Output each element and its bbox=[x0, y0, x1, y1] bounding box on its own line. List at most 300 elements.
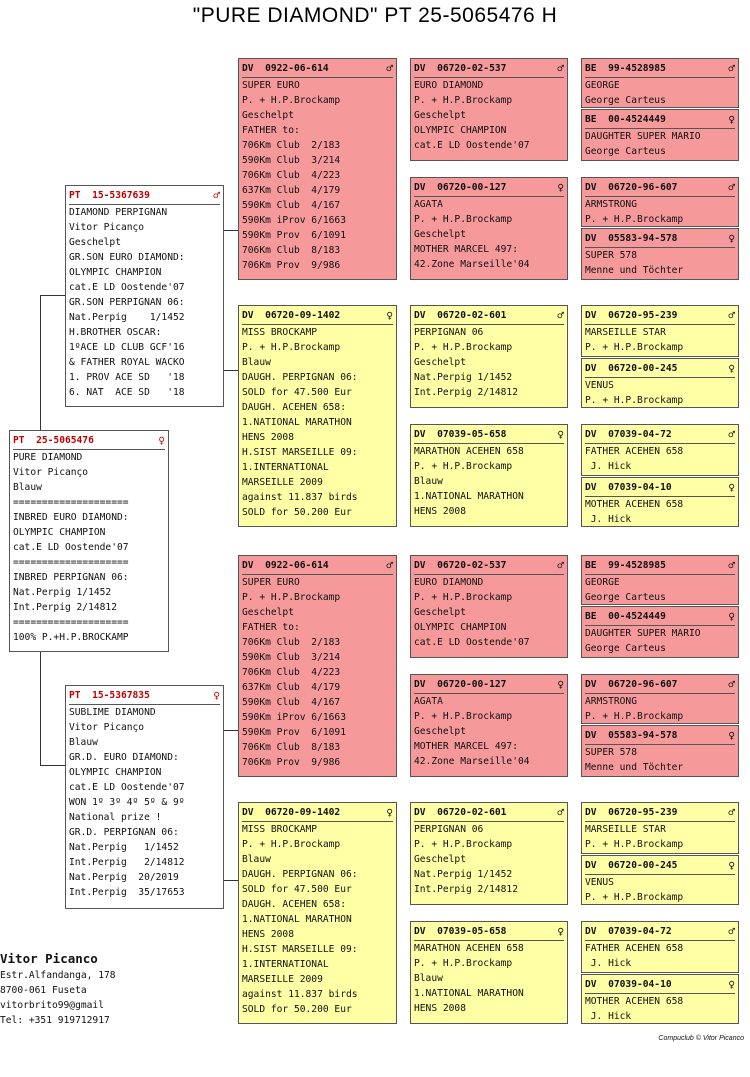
info-line: Int.Perpig 35/17653 bbox=[69, 887, 185, 898]
ring-number: DV 05583-94-578 bbox=[585, 233, 678, 244]
pigeon-card-g5d-bottom bbox=[581, 725, 739, 777]
pedigree-title: "PURE DIAMOND" PT 25-5065476 H bbox=[192, 4, 558, 27]
info-line: P. + H.P.Brockamp bbox=[585, 342, 684, 353]
info-line: MARSEILLE STAR bbox=[585, 327, 666, 338]
info-line: P. + H.P.Brockamp bbox=[414, 95, 513, 106]
ring-number: BE 00-4524449 bbox=[585, 611, 666, 622]
info-line: 590Km Club 3/214 bbox=[242, 652, 341, 663]
info-line: PERPIGNAN 06 bbox=[414, 824, 484, 835]
info-line: National prize ! bbox=[69, 812, 162, 823]
info-line: MOTHER ACEHEN 658 bbox=[585, 499, 684, 510]
pigeon-card-g5a-top bbox=[581, 58, 739, 108]
female-icon: ♀ bbox=[557, 428, 564, 441]
pigeon-card-ggp4-bottom bbox=[410, 921, 568, 1024]
info-line: DAUGH. ACEHEN 658: bbox=[242, 402, 346, 413]
info-line: J. Hick bbox=[585, 1011, 632, 1022]
info-line: DAUGH. ACEHEN 658: bbox=[242, 899, 346, 910]
connector-line bbox=[40, 295, 41, 430]
ring-number: DV 06720-09-1402 bbox=[242, 807, 341, 818]
info-line: 6. NAT ACE SD '18 bbox=[69, 387, 185, 398]
info-line: Menne und Töchter bbox=[585, 265, 684, 276]
info-line: MOTHER MARCEL 497: bbox=[414, 741, 518, 752]
ring-number: DV 06720-00-127 bbox=[414, 182, 507, 193]
info-line: P. + H.P.Brockamp bbox=[414, 958, 513, 969]
info-line: cat.E LD Oostende'07 bbox=[13, 542, 129, 553]
info-line: MOTHER MARCEL 497: bbox=[414, 244, 518, 255]
male-icon: ♂ bbox=[728, 62, 735, 75]
info-line: DAUGHTER SUPER MARIO bbox=[585, 628, 701, 639]
info-line: 706Km Club 2/183 bbox=[242, 140, 341, 151]
female-icon: ♀ bbox=[386, 309, 393, 322]
info-line: against 11.837 birds bbox=[242, 492, 358, 503]
info-line: DAUGH. PERPIGNAN 06: bbox=[242, 372, 358, 383]
info-line: VENUS bbox=[585, 877, 614, 888]
info-line: cat.E LD Oostende'07 bbox=[69, 782, 185, 793]
info-line: 1.NATIONAL MARATHON bbox=[414, 988, 524, 999]
info-line: 590Km Club 4/167 bbox=[242, 200, 341, 211]
owner-name: Vitor Picanco bbox=[0, 951, 98, 966]
info-line: 590Km Prov 6/1091 bbox=[242, 727, 346, 738]
male-icon: ♂ bbox=[386, 62, 393, 75]
pigeon-info bbox=[69, 205, 220, 400]
pigeon-info bbox=[585, 378, 735, 408]
pigeon-card-g5b-top bbox=[581, 109, 739, 161]
info-line: MARSEILLE 2009 bbox=[242, 974, 323, 985]
ring-number: DV 07039-05-658 bbox=[414, 429, 507, 440]
info-line: SOLD for 50.200 Eur bbox=[242, 1004, 352, 1015]
ring-number: DV 0922-06-614 bbox=[242, 560, 329, 571]
info-line: PERPIGNAN 06 bbox=[414, 327, 484, 338]
pigeon-card-ggp2-bottom bbox=[410, 674, 568, 777]
info-line: DAUGH. PERPIGNAN 06: bbox=[242, 869, 358, 880]
pigeon-info bbox=[585, 994, 735, 1024]
ring-number: DV 07039-04-72 bbox=[585, 926, 672, 937]
info-line: Nat.Perpig 1/1452 bbox=[414, 869, 513, 880]
female-icon: ♀ bbox=[728, 610, 735, 623]
info-line: GR.SON EURO DIAMOND: bbox=[69, 252, 185, 263]
pigeon-card-g5a-bottom bbox=[581, 555, 739, 605]
ring-number: DV 06720-95-239 bbox=[585, 310, 678, 321]
ring-number: DV 06720-96-607 bbox=[585, 182, 678, 193]
footer-credit: Compuclub © Vitor Picanco bbox=[658, 1035, 744, 1042]
info-line: FATHER to: bbox=[242, 125, 300, 136]
info-line: 706Km Club 8/183 bbox=[242, 245, 341, 256]
ring-number: DV 07039-04-72 bbox=[585, 429, 672, 440]
pigeon-info bbox=[585, 626, 735, 656]
info-line: J. Hick bbox=[585, 461, 632, 472]
female-icon: ♀ bbox=[728, 729, 735, 742]
info-line: Nat.Perpig 1/1452 bbox=[69, 312, 185, 323]
info-line: Nat.Perpig 1/1452 bbox=[13, 587, 112, 598]
info-line: P. + H.P.Brockamp bbox=[585, 839, 684, 850]
info-line: MARSEILLE STAR bbox=[585, 824, 666, 835]
info-line: GEORGE bbox=[585, 80, 620, 91]
female-icon: ♀ bbox=[557, 181, 564, 194]
pigeon-card-sire bbox=[65, 185, 224, 407]
info-line: MOTHER ACEHEN 658 bbox=[585, 996, 684, 1007]
info-line: MISS BROCKAMP bbox=[242, 327, 318, 338]
pigeon-info bbox=[414, 941, 564, 1016]
owner-email: vitorbrito99@gmail bbox=[0, 1000, 104, 1011]
info-line: MISS BROCKAMP bbox=[242, 824, 318, 835]
pigeon-card-dam bbox=[65, 685, 224, 909]
info-line: 1.NATIONAL MARATHON bbox=[242, 417, 352, 428]
info-line: SUBLIME DIAMOND bbox=[69, 707, 156, 718]
info-line: FATHER ACEHEN 658 bbox=[585, 446, 684, 457]
info-line: AGATA bbox=[414, 696, 443, 707]
info-line: HENS 2008 bbox=[242, 432, 294, 443]
info-line: SUPER 578 bbox=[585, 747, 637, 758]
info-line: P. + H.P.Brockamp bbox=[414, 214, 513, 225]
connector-line bbox=[40, 652, 41, 765]
connector-line bbox=[224, 230, 238, 231]
owner-phone: Tel: +351 919712917 bbox=[0, 1015, 110, 1026]
info-line: P. + H.P.Brockamp bbox=[414, 342, 513, 353]
info-line: ARMSTRONG bbox=[585, 199, 637, 210]
pigeon-info bbox=[585, 78, 735, 108]
info-line: & FATHER ROYAL WACKO bbox=[69, 357, 185, 368]
info-line: P. + H.P.Brockamp bbox=[585, 892, 684, 903]
pigeon-card-gp1-bottom bbox=[238, 555, 397, 777]
ring-number: DV 0922-06-614 bbox=[242, 63, 329, 74]
pigeon-card-ggp1-top bbox=[410, 58, 568, 161]
female-icon: ♀ bbox=[728, 481, 735, 494]
pigeon-card-ggp4-top bbox=[410, 424, 568, 527]
pigeon-info bbox=[414, 78, 564, 153]
info-line: EURO DIAMOND bbox=[414, 577, 484, 588]
info-line: 706Km Club 2/183 bbox=[242, 637, 341, 648]
pigeon-info bbox=[585, 497, 735, 527]
info-line: Geschelpt bbox=[242, 607, 294, 618]
info-line: 706Km Club 4/223 bbox=[242, 170, 341, 181]
info-line: H.BROTHER OSCAR: bbox=[69, 327, 162, 338]
female-icon: ♀ bbox=[728, 232, 735, 245]
pigeon-card-g5e-bottom bbox=[581, 802, 739, 854]
info-line: Blauw bbox=[414, 476, 443, 487]
info-line: FATHER ACEHEN 658 bbox=[585, 943, 684, 954]
pigeon-info bbox=[585, 197, 735, 227]
ring-number: DV 06720-00-245 bbox=[585, 363, 678, 374]
info-line: cat.E LD Oostende'07 bbox=[69, 282, 185, 293]
ring-number: DV 07039-04-10 bbox=[585, 482, 672, 493]
pigeon-card-g5f-top bbox=[581, 358, 739, 408]
info-line: George Carteus bbox=[585, 643, 666, 654]
pigeon-info bbox=[585, 745, 735, 775]
pigeon-card-ggp1-bottom bbox=[410, 555, 568, 658]
male-icon: ♂ bbox=[728, 925, 735, 938]
ring-number: DV 06720-00-127 bbox=[414, 679, 507, 690]
male-icon: ♂ bbox=[728, 678, 735, 691]
ring-number: PT 15-5367835 bbox=[69, 690, 150, 701]
info-line: SOLD for 47.500 Eur bbox=[242, 387, 352, 398]
info-line: P. + H.P.Brockamp bbox=[242, 592, 341, 603]
ring-number: BE 99-4528985 bbox=[585, 560, 666, 571]
owner-address: Estr.Alfandanga, 178 bbox=[0, 970, 116, 981]
info-line: Int.Perpig 2/14812 bbox=[414, 387, 518, 398]
male-icon: ♂ bbox=[213, 189, 220, 202]
pigeon-card-g5h-bottom bbox=[581, 974, 739, 1024]
info-line: GEORGE bbox=[585, 577, 620, 588]
male-icon: ♂ bbox=[728, 428, 735, 441]
info-line: P. + H.P.Brockamp bbox=[414, 711, 513, 722]
info-line: DIAMOND PERPIGNAN bbox=[69, 207, 168, 218]
info-line: Int.Perpig 2/14812 bbox=[13, 602, 117, 613]
info-line: SUPER EURO bbox=[242, 577, 300, 588]
ring-number: DV 07039-04-10 bbox=[585, 979, 672, 990]
info-line: George Carteus bbox=[585, 146, 666, 157]
male-icon: ♂ bbox=[728, 181, 735, 194]
info-line: WON 1º 3º 4º 5º & 9º bbox=[69, 797, 185, 808]
info-line: 590Km Club 4/167 bbox=[242, 697, 341, 708]
female-icon: ♀ bbox=[557, 925, 564, 938]
info-line: OLYMPIC CHAMPION bbox=[69, 267, 162, 278]
info-line: George Carteus bbox=[585, 95, 666, 106]
info-line: 637Km Club 4/179 bbox=[242, 682, 341, 693]
pigeon-info bbox=[242, 325, 393, 520]
info-line: HENS 2008 bbox=[414, 1003, 466, 1014]
pigeon-info bbox=[414, 197, 564, 272]
info-line: Geschelpt bbox=[242, 110, 294, 121]
ring-number: DV 06720-02-601 bbox=[414, 807, 507, 818]
pigeon-card-main bbox=[9, 430, 169, 652]
pigeon-info bbox=[242, 78, 393, 273]
pigeon-card-g5d-top bbox=[581, 228, 739, 280]
male-icon: ♂ bbox=[557, 309, 564, 322]
info-line: 1.INTERNATIONAL bbox=[242, 462, 329, 473]
pigeon-info bbox=[585, 575, 735, 605]
info-line: Blauw bbox=[414, 973, 443, 984]
ring-number: PT 15-5367639 bbox=[69, 190, 150, 201]
male-icon: ♂ bbox=[728, 806, 735, 819]
info-line: SUPER EURO bbox=[242, 80, 300, 91]
info-line: OLYMPIC CHAMPION bbox=[414, 622, 507, 633]
info-line: Geschelpt bbox=[414, 854, 466, 865]
info-line: INBRED PERPIGNAN 06: bbox=[13, 572, 129, 583]
pigeon-card-g5f-bottom bbox=[581, 855, 739, 905]
pigeon-info bbox=[585, 875, 735, 905]
info-line: P. + H.P.Brockamp bbox=[585, 395, 684, 406]
connector-line bbox=[224, 730, 238, 731]
info-line: P. + H.P.Brockamp bbox=[414, 839, 513, 850]
info-line: MARATHON ACEHEN 658 bbox=[414, 943, 524, 954]
ring-number: DV 06720-95-239 bbox=[585, 807, 678, 818]
info-line: Vitor Picanço bbox=[13, 467, 89, 478]
info-line: 1. PROV ACE SD '18 bbox=[69, 372, 185, 383]
info-line: P. + H.P.Brockamp bbox=[585, 214, 684, 225]
pigeon-info bbox=[242, 822, 393, 1017]
female-icon: ♀ bbox=[386, 806, 393, 819]
ring-number: BE 99-4528985 bbox=[585, 63, 666, 74]
pigeon-info bbox=[242, 575, 393, 770]
info-line: cat.E LD Oostende'07 bbox=[414, 637, 530, 648]
info-line: 1.INTERNATIONAL bbox=[242, 959, 329, 970]
info-line: HENS 2008 bbox=[242, 929, 294, 940]
female-icon: ♀ bbox=[728, 978, 735, 991]
info-line: 1ºACE LD CLUB GCF'16 bbox=[69, 342, 185, 353]
female-icon: ♀ bbox=[728, 859, 735, 872]
info-line: 590Km Club 3/214 bbox=[242, 155, 341, 166]
info-line: AGATA bbox=[414, 199, 443, 210]
info-line: 706Km Prov 9/986 bbox=[242, 260, 341, 271]
ring-number: DV 06720-00-245 bbox=[585, 860, 678, 871]
ring-number: DV 06720-09-1402 bbox=[242, 310, 341, 321]
pigeon-card-g5b-bottom bbox=[581, 606, 739, 658]
info-line: H.SIST MARSEILLE 09: bbox=[242, 447, 358, 458]
ring-number: DV 06720-96-607 bbox=[585, 679, 678, 690]
info-line: 42.Zone Marseille'04 bbox=[414, 756, 530, 767]
connector-line bbox=[224, 370, 238, 371]
info-line: OLYMPIC CHAMPION bbox=[13, 527, 106, 538]
info-line: against 11.837 birds bbox=[242, 989, 358, 1000]
info-line: Geschelpt bbox=[69, 237, 121, 248]
info-line: 100% P.+H.P.BROCKAMP bbox=[13, 632, 129, 643]
info-line: Nat.Perpig 1/1452 bbox=[414, 372, 513, 383]
pigeon-info bbox=[13, 450, 165, 645]
pigeon-info bbox=[414, 822, 564, 897]
pigeon-info bbox=[414, 575, 564, 650]
info-line: P. + H.P.Brockamp bbox=[414, 592, 513, 603]
info-line: P. + H.P.Brockamp bbox=[414, 461, 513, 472]
pigeon-info bbox=[69, 705, 220, 900]
ring-number: PT 25-5065476 bbox=[13, 435, 94, 446]
info-line: J. Hick bbox=[585, 514, 632, 525]
pigeon-info bbox=[585, 248, 735, 278]
ring-number: DV 06720-02-601 bbox=[414, 310, 507, 321]
ring-number: BE 00-4524449 bbox=[585, 114, 666, 125]
info-line: Int.Perpig 2/14812 bbox=[69, 857, 185, 868]
info-line: ARMSTRONG bbox=[585, 696, 637, 707]
info-line: 706Km Club 4/223 bbox=[242, 667, 341, 678]
pigeon-info bbox=[585, 325, 735, 355]
male-icon: ♂ bbox=[728, 559, 735, 572]
owner-info bbox=[0, 950, 116, 1028]
info-line: George Carteus bbox=[585, 592, 666, 603]
info-line: Geschelpt bbox=[414, 607, 466, 618]
ring-number: DV 06720-02-537 bbox=[414, 560, 507, 571]
info-line: Geschelpt bbox=[414, 726, 466, 737]
pigeon-info bbox=[585, 694, 735, 724]
info-line: Int.Perpig 2/14812 bbox=[414, 884, 518, 895]
info-line: Vitor Picanço bbox=[69, 222, 145, 233]
pigeon-info bbox=[585, 444, 735, 474]
female-icon: ♀ bbox=[158, 434, 165, 447]
pigeon-info bbox=[414, 444, 564, 519]
info-line: Menne und Töchter bbox=[585, 762, 684, 773]
info-line: DAUGHTER SUPER MARIO bbox=[585, 131, 701, 142]
info-line: GR.SON PERPIGNAN 06: bbox=[69, 297, 185, 308]
female-icon: ♀ bbox=[728, 362, 735, 375]
pigeon-card-gp1-top bbox=[238, 58, 397, 280]
connector-line bbox=[224, 880, 238, 881]
info-line: Geschelpt bbox=[414, 110, 466, 121]
pigeon-card-ggp3-bottom bbox=[410, 802, 568, 905]
info-line: 590Km iProv 6/1663 bbox=[242, 712, 346, 723]
pigeon-card-gp2-top bbox=[238, 305, 397, 527]
info-line: OLYMPIC CHAMPION bbox=[414, 125, 507, 136]
female-icon: ♀ bbox=[728, 113, 735, 126]
info-line: 706Km Prov 9/986 bbox=[242, 757, 341, 768]
info-line: cat.E LD Oostende'07 bbox=[414, 140, 530, 151]
pigeon-card-g5g-bottom bbox=[581, 921, 739, 973]
info-line: 1.NATIONAL MARATHON bbox=[242, 914, 352, 925]
pigeon-card-ggp2-top bbox=[410, 177, 568, 280]
info-line: ==================== bbox=[13, 557, 129, 568]
info-line: Geschelpt bbox=[414, 229, 466, 240]
pigeon-card-ggp3-top bbox=[410, 305, 568, 408]
info-line: P. + H.P.Brockamp bbox=[585, 711, 684, 722]
info-line: Vitor Picanço bbox=[69, 722, 145, 733]
pigeon-card-g5e-top bbox=[581, 305, 739, 357]
pigeon-info bbox=[585, 822, 735, 852]
info-line: 42.Zone Marseille'04 bbox=[414, 259, 530, 270]
info-line: Geschelpt bbox=[414, 357, 466, 368]
pigeon-info bbox=[585, 941, 735, 971]
info-line: 706Km Club 8/183 bbox=[242, 742, 341, 753]
info-line: FATHER to: bbox=[242, 622, 300, 633]
info-line: MARSEILLE 2009 bbox=[242, 477, 323, 488]
info-line: Nat.Perpig 20/2019 bbox=[69, 872, 179, 883]
ring-number: DV 07039-05-658 bbox=[414, 926, 507, 937]
info-line: GR.D. PERPIGNAN 06: bbox=[69, 827, 179, 838]
male-icon: ♂ bbox=[557, 559, 564, 572]
male-icon: ♂ bbox=[557, 806, 564, 819]
male-icon: ♂ bbox=[557, 62, 564, 75]
info-line: EURO DIAMOND bbox=[414, 80, 484, 91]
info-line: 1.NATIONAL MARATHON bbox=[414, 491, 524, 502]
info-line: P. + H.P.Brockamp bbox=[242, 95, 341, 106]
pigeon-info bbox=[585, 129, 735, 159]
info-line: SOLD for 47.500 Eur bbox=[242, 884, 352, 895]
info-line: HENS 2008 bbox=[414, 506, 466, 517]
info-line: Nat.Perpig 1/1452 bbox=[69, 842, 179, 853]
info-line: MARATHON ACEHEN 658 bbox=[414, 446, 524, 457]
info-line: P. + H.P.Brockamp bbox=[242, 342, 341, 353]
pigeon-card-g5g-top bbox=[581, 424, 739, 476]
info-line: ==================== bbox=[13, 617, 129, 628]
pigeon-info bbox=[414, 325, 564, 400]
owner-postcode: 8700-061 Fuseta bbox=[0, 985, 87, 996]
info-line: VENUS bbox=[585, 380, 614, 391]
info-line: Blauw bbox=[242, 357, 271, 368]
male-icon: ♂ bbox=[386, 559, 393, 572]
info-line: Blauw bbox=[69, 737, 98, 748]
info-line: Blauw bbox=[13, 482, 42, 493]
info-line: ==================== bbox=[13, 497, 129, 508]
ring-number: DV 06720-02-537 bbox=[414, 63, 507, 74]
info-line: INBRED EURO DIAMOND: bbox=[13, 512, 129, 523]
male-icon: ♂ bbox=[728, 309, 735, 322]
pigeon-card-g5c-bottom bbox=[581, 674, 739, 724]
info-line: J. Hick bbox=[585, 958, 632, 969]
info-line: 590Km iProv 6/1663 bbox=[242, 215, 346, 226]
info-line: P. + H.P.Brockamp bbox=[242, 839, 341, 850]
pigeon-info bbox=[414, 694, 564, 769]
info-line: PURE DIAMOND bbox=[13, 452, 83, 463]
connector-line bbox=[40, 765, 65, 766]
ring-number: DV 05583-94-578 bbox=[585, 730, 678, 741]
info-line: SOLD for 50.200 Eur bbox=[242, 507, 352, 518]
info-line: OLYMPIC CHAMPION bbox=[69, 767, 162, 778]
pigeon-card-gp2-bottom bbox=[238, 802, 397, 1024]
female-icon: ♀ bbox=[213, 689, 220, 702]
info-line: GR.D. EURO DIAMOND: bbox=[69, 752, 179, 763]
info-line: 590Km Prov 6/1091 bbox=[242, 230, 346, 241]
connector-line bbox=[40, 295, 65, 296]
info-line: 637Km Club 4/179 bbox=[242, 185, 341, 196]
info-line: SUPER 578 bbox=[585, 250, 637, 261]
pigeon-card-g5c-top bbox=[581, 177, 739, 227]
female-icon: ♀ bbox=[557, 678, 564, 691]
